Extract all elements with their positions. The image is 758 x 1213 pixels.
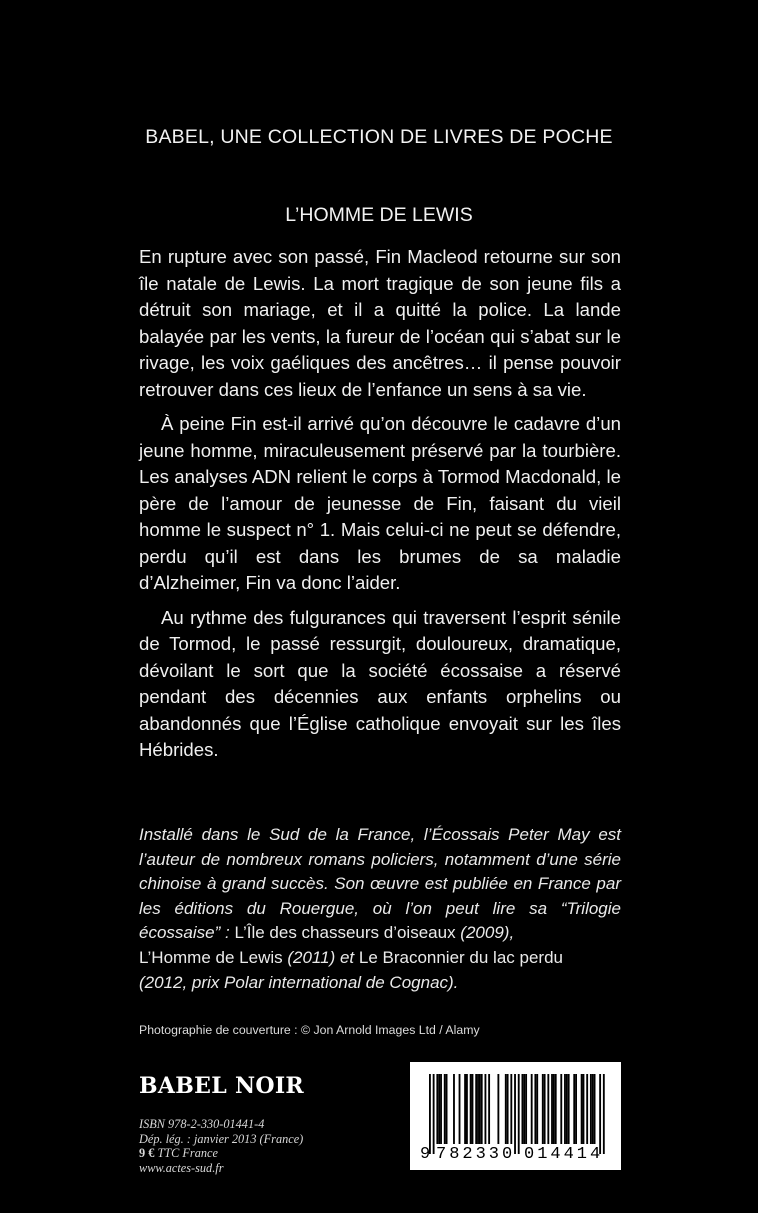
barcode-bar	[485, 1074, 487, 1144]
barcode-digits-left: 782330	[436, 1145, 516, 1164]
barcode-bar	[583, 1074, 585, 1144]
barcode-bar	[575, 1074, 577, 1144]
barcode-bar	[522, 1074, 524, 1144]
barcode-guard-bar	[518, 1074, 520, 1154]
bio-year-3: (2012, prix Polar international de Cognac).	[139, 972, 459, 992]
barcode-guard-bar	[599, 1074, 601, 1154]
bio-year-1: (2009),	[455, 923, 515, 943]
author-bio	[139, 823, 621, 995]
barcode-bar	[555, 1074, 557, 1144]
barcode-bar	[594, 1074, 596, 1144]
imprint-logo: BABEL NOIR	[139, 1073, 305, 1099]
barcode-bar	[436, 1074, 438, 1144]
barcode-bar	[531, 1074, 533, 1144]
barcode-bar	[560, 1074, 562, 1144]
blurb-paragraph-2: À peine Fin est-il arrivé qu’on découvre le cadavre d’un jeune homme, miraculeusement préservé par la tourbière. Les analyses ADN relient le corps à Tormod Macdonald, le père de l’amour de jeunesse de Fin, faisant du vieil homme le suspect n° 1. Mais celui-ci ne peut se défendre, perdu qu’il est dans les brumes de sa maladie d’Alzheimer, Fin va donc l’aider.	[139, 413, 621, 593]
barcode-bar	[479, 1074, 481, 1144]
barcode-bar	[525, 1074, 527, 1144]
barcode-bar	[440, 1074, 442, 1144]
photo-credit: Photographie de couverture : © Jon Arnold Images Ltd / Alamy	[139, 1023, 480, 1037]
barcode-bar	[586, 1074, 588, 1144]
price-amount: 9 €	[139, 1146, 155, 1160]
book-title: L’HOMME DE LEWIS	[285, 204, 473, 226]
bio-book-2: L’Homme de Lewis	[139, 947, 283, 967]
barcode-bar	[568, 1074, 570, 1144]
barcode-bar	[507, 1074, 509, 1144]
barcode-bar	[472, 1074, 474, 1144]
barcode-bar	[534, 1074, 536, 1144]
barcode-bar	[523, 1074, 525, 1144]
barcode-bar	[573, 1074, 575, 1144]
barcode-guard-bar	[433, 1074, 435, 1154]
barcode-bar	[536, 1074, 538, 1144]
barcode-bar	[446, 1074, 448, 1144]
barcode-bar	[453, 1074, 455, 1144]
barcode-bar	[505, 1074, 507, 1144]
barcode-bar	[542, 1074, 544, 1144]
barcode-bar	[564, 1074, 566, 1144]
barcode-guard-bar	[514, 1074, 516, 1154]
isbn: ISBN 978-2-330-01441-4	[139, 1117, 265, 1131]
barcode-bar	[459, 1074, 461, 1144]
barcode-digit-first: 9	[420, 1145, 431, 1164]
barcode-bar	[466, 1074, 468, 1144]
barcode-bar	[553, 1074, 555, 1144]
barcode-bar	[444, 1074, 446, 1144]
barcode-bar	[497, 1074, 499, 1144]
blurb	[139, 244, 621, 772]
barcode-bar	[510, 1074, 512, 1144]
barcode-bar	[592, 1074, 594, 1144]
publication-info	[139, 1117, 303, 1175]
barcode-bar	[470, 1074, 472, 1144]
bio-year-2: (2011) et	[282, 947, 359, 967]
barcode-bar	[547, 1074, 549, 1144]
barcode-guard-bar	[603, 1074, 605, 1154]
barcode-digits-right: 014414	[524, 1145, 604, 1164]
barcode-bar	[551, 1074, 553, 1144]
barcode-bar	[590, 1074, 592, 1144]
barcode-bar	[438, 1074, 440, 1144]
legal-deposit: Dép. lég. : janvier 2013 (France)	[139, 1131, 304, 1146]
barcode-bar	[581, 1074, 583, 1144]
series-heading: BABEL, UNE COLLECTION DE LIVRES DE POCHE	[145, 126, 613, 148]
barcode-bar	[481, 1074, 483, 1144]
barcode-guard-bar	[429, 1074, 431, 1154]
barcode-bar	[544, 1074, 546, 1144]
bio-intro: Installé dans le Sud de la France, l’Écossais Peter May est l’auteur de nombreux romans policiers, notamment d’une série chinoise à grand succès. Son œuvre est publiée en France par les éditions du Rouergue, où l’on peut lire sa “Trilogie écossaise” :	[139, 825, 621, 943]
blurb-paragraph-1: En rupture avec son passé, Fin Macleod retourne sur son île natale de Lewis. La mort tragique de son jeune fils a détruit son mariage, et il a quitté la police. La lande balayée par les vents, la fureur de l’océan qui s’abat sur le rivage, les voix gaéliques des ancêtres… il pense pouvoir retrouver dans ces lieux de l’enfance un sens à sa vie.	[139, 246, 621, 400]
blurb-paragraph-3: Au rythme des fulgurances qui traversent l’esprit sénile de Tormod, le passé ressurgit, douloureux, dramatique, dévoilant le sort que la société écossaise a réservé pendant des décennies aux enfants orphelins ou abandonnés que l’Église catholique envoyait sur les îles Hébrides.	[139, 606, 621, 760]
bio-book-1: L’Île des chasseurs d’oiseaux	[234, 923, 456, 943]
bio-book-3: Le Braconnier du lac perdu	[358, 947, 563, 967]
barcode-bar	[475, 1074, 477, 1144]
website: www.actes-sud.fr	[139, 1160, 224, 1175]
price	[139, 1146, 303, 1161]
barcode-bar	[488, 1074, 490, 1144]
price-suffix: TTC France	[154, 1146, 218, 1160]
barcode-bar	[566, 1074, 568, 1144]
barcode-bar	[464, 1074, 466, 1144]
barcode	[410, 1062, 621, 1170]
barcode-bar	[477, 1074, 479, 1144]
